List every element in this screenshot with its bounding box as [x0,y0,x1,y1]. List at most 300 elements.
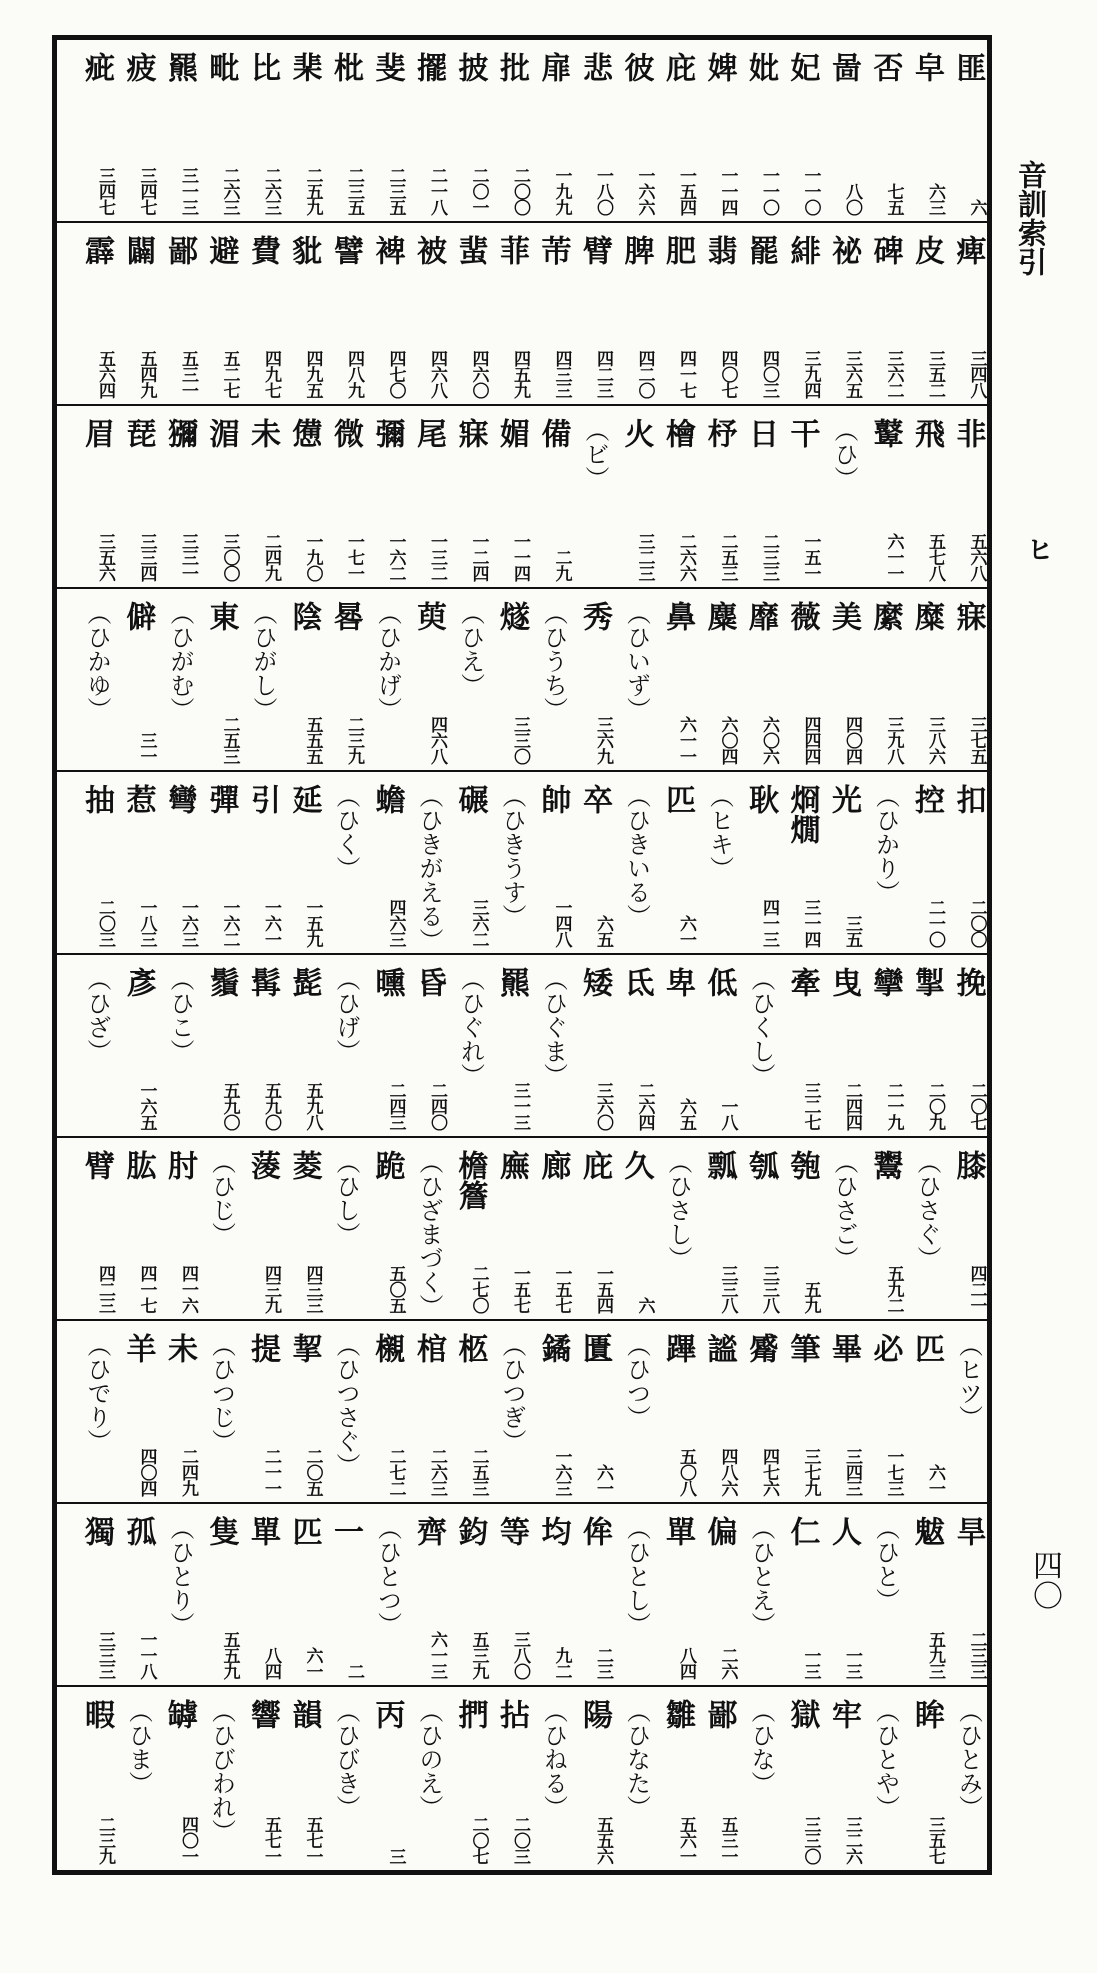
reading-label: （ひえ） [456,601,485,697]
entry-page-number: 四八九 [344,350,364,398]
entry-character: 氐 [618,967,654,997]
entry-character: 彎 [162,784,197,814]
entry-page-number: 一六六 [634,167,655,215]
entry-character: 扉 [535,52,571,82]
index-entry [66,1504,115,1685]
entry-character: 鄙 [162,235,197,265]
entry-character: 均 [535,1516,571,1546]
entry-character: 寐 [452,418,488,448]
entry-character: 秀 [577,601,612,631]
entry-character: 彼 [618,52,654,82]
entry-page-number: 二〇九 [925,1082,945,1130]
reading-label: （ひきがえる） [415,784,443,952]
entry-character: 肱 [120,1150,156,1180]
entry-page-number: 二〇〇 [510,167,530,215]
entry-character: 畢 [826,1333,861,1363]
entry-page-number: 一一四 [510,533,530,581]
index-entry [647,1504,696,1685]
entry-page-number: 五九 [800,1281,821,1313]
entry-character: 比 [245,52,280,82]
entry-character: 翡 [701,235,737,265]
entry-character: 日 [743,418,778,448]
entry-page-number: 二五三 [468,1448,489,1496]
entry-page-number: 六一一 [676,716,696,764]
entry-page-number: 三四七 [95,167,115,215]
entry-page-number: 五六一 [676,1816,696,1864]
entry-character: 櫬 [369,1333,405,1363]
entry-page-number: 五三一 [178,350,198,398]
entry-character: 曛 [369,967,405,997]
entry-page-number: 三三四 [136,533,157,581]
entry-page-number: 四八六 [717,1448,738,1496]
entry-character: 獄 [784,1699,820,1729]
reading-label: （ひとし） [622,1516,651,1636]
entry-character: 僻 [120,601,156,631]
index-entry [66,772,115,953]
entry-character: 齊 [411,1516,446,1546]
entry-page-number: 二四九 [261,533,281,581]
entry-character: 被 [411,235,446,265]
entry-page-number: 二一一 [261,1448,281,1496]
entry-page-number: 二〇一 [468,167,489,215]
entry-character: 響 [245,1699,280,1729]
entry-character: 鼙 [867,418,903,448]
entry-page-number: 五九〇 [261,1082,281,1130]
entry-page-number: 五七八 [925,533,945,581]
entry-character: 彈 [203,784,239,814]
entry-page-number: 二七二 [385,1448,406,1496]
entry-page-number: 三九四 [800,350,821,398]
entry-character: 廊 [535,1150,571,1180]
entry-character: 匹 [286,1516,322,1546]
index-entry [772,955,821,1136]
entry-character: 等 [494,1516,529,1546]
entry-character: 擺 [411,52,446,82]
entry-character: 疲 [120,52,156,82]
reading-label: （ひつじ） [207,1333,236,1453]
entry-page-number: 六五 [676,1098,696,1130]
reading-label: （ひぐれ） [456,967,485,1087]
entry-page-number: 六一一 [883,533,904,581]
index-entry [398,1504,447,1685]
entry-character: 牽 [784,967,820,997]
entry-page-number: 二四三 [385,1082,406,1130]
entry-character: 肥 [660,235,695,265]
index-entry [274,589,323,770]
entry-page-number: 八四 [676,1647,696,1679]
entry-page-number: 一一四 [717,167,738,215]
entry-character: 一 [328,1516,363,1546]
entry-page-number: 四〇一 [178,1816,198,1864]
entry-page-number: 一八〇 [593,167,613,215]
entry-page-number: 三五六 [95,533,115,581]
entry-character: 罷 [743,235,778,265]
index-entry [440,772,489,953]
reading-label: （ビ） [581,418,609,490]
entry-page-number: 二六三 [427,1448,447,1496]
entry-character: 妃 [784,52,820,82]
entry-page-number: 六五 [593,915,613,947]
entry-page-number: 二 [344,1663,364,1679]
reading-heading [66,589,112,770]
entry-page-number: 三九八 [883,716,904,764]
index-entry [357,1138,406,1319]
entry-character: 牢 [826,1699,861,1729]
entry-page-number: 一六二 [219,899,240,947]
entry-character: 廡 [494,1150,529,1180]
entry-page-number: 六 [634,1297,655,1313]
entry-page-number: 五九三 [925,1631,945,1679]
entry-page-number: 六一 [302,1647,323,1679]
entry-page-number: 一七一 [344,533,364,581]
entry-page-number: 四一七 [136,1265,157,1313]
entry-page-number: 一一〇 [800,167,821,215]
reading-label: （ひかげ） [373,601,402,721]
entry-page-number: 四一三 [759,899,779,947]
entry-page-number: 五七一 [302,1816,323,1864]
entry-character: 彌 [369,418,405,448]
index-band [57,589,987,772]
index-entry [66,40,115,221]
entry-character: 啚 [826,52,861,82]
reading-label: （ヒツ） [954,1333,983,1429]
entry-character: 碾 [452,784,488,814]
index-entry [398,589,447,770]
reading-label: （ひとえ） [747,1516,775,1636]
entry-page-number: 二五三 [219,716,240,764]
reading-label: （ひびわれ） [207,1699,236,1843]
index-entry [440,1138,489,1319]
entry-character: 杼 [701,418,737,448]
entry-page-number: 三三八 [759,1265,779,1313]
section-kana: ヒ [1026,536,1053,566]
entry-page-number: 五三一 [717,1816,738,1864]
entry-character: 陰 [286,601,322,631]
entry-page-number: 三四三 [842,1448,862,1496]
entry-character: 祕 [826,235,861,265]
entry-character: 痺 [950,235,986,265]
entry-character: 匱 [577,1333,612,1363]
entry-character: 檜 [660,418,695,448]
entry-page-number: 五九〇 [219,1082,240,1130]
entry-character: 棐 [286,52,322,82]
entry-page-number: 四一七 [676,350,696,398]
entry-character: 必 [867,1333,903,1363]
entry-character: 寐 [950,601,986,631]
index-entry [772,1687,821,1870]
entry-page-number: 四六八 [427,350,447,398]
index-entry [357,1321,406,1502]
entry-character: 飛 [909,418,944,448]
entry-character: 肘 [162,1150,197,1180]
entry-character: 蜚 [452,235,488,265]
entry-character: 蟾 [369,784,405,814]
reading-label: （ひざまづく） [415,1150,443,1318]
entry-character: 曳 [826,967,861,997]
entry-page-number: 五六四 [95,350,115,398]
index-entry [855,1138,904,1319]
entry-character: 緋 [784,235,820,265]
entry-page-number: 四七六 [759,1448,779,1496]
index-entry [896,1687,945,1870]
entry-character: 羆 [494,967,529,997]
reading-heading [66,1321,112,1502]
index-entry [523,772,572,953]
entry-page-number: 三 [385,1848,406,1864]
index-band [57,955,987,1138]
reading-heading [66,955,112,1136]
entry-page-number: 二〇〇 [966,899,987,947]
reading-label: （ひとみ） [954,1699,983,1819]
entry-character: 攣 [867,967,903,997]
entry-page-number: 二〇七 [966,1082,987,1130]
index-entry [191,589,240,770]
entry-page-number: 二〇七 [468,1816,489,1864]
entry-character: 譬 [328,235,363,265]
index-band [57,1687,987,1870]
entry-page-number: 二三三 [759,533,779,581]
entry-page-number: 五〇八 [676,1448,696,1496]
reading-label: （ひいず） [622,601,651,721]
entry-character: 東 [203,601,239,631]
entry-character: 否 [867,52,903,82]
reading-label: （ひぐま） [539,967,568,1087]
reading-label: （ひがし） [249,601,277,721]
entry-page-number: 一一〇 [759,167,779,215]
entry-character: 萸 [411,601,446,631]
entry-page-number: 二六六 [676,533,696,581]
index-entry [66,406,115,587]
index-band [57,40,987,223]
reading-label: （ヒキ） [705,784,734,880]
entry-page-number: 三八六 [925,716,945,764]
index-band [57,223,987,406]
entry-character: 提 [245,1333,280,1363]
entry-character: 婢 [701,52,737,82]
entry-character: 媚 [494,418,529,448]
entry-character: 旱 [950,1516,986,1546]
entry-page-number: 五五五 [302,716,323,764]
index-entry [149,1687,198,1870]
entry-page-number: 九二 [551,1647,572,1679]
index-entry [647,589,696,770]
entry-character: 單 [660,1516,695,1546]
reading-label: （ひがむ） [166,601,194,721]
entry-character: 雛 [660,1699,695,1729]
entry-page-number: 二六三 [261,167,281,215]
entry-page-number: 四一六 [178,1265,198,1313]
entry-character: 烱燗 [784,784,820,844]
entry-page-number: 一九〇 [302,533,323,581]
entry-page-number: 七五 [883,183,904,215]
entry-character: 羊 [120,1333,156,1363]
entry-page-number: 四〇四 [136,1448,157,1496]
entry-page-number: 六 [966,199,987,215]
entry-page-number: 三五二 [925,350,945,398]
reading-label: （ひさご） [830,1150,858,1270]
reading-label: （ひざ） [83,967,111,1063]
reading-label: （ひく） [332,784,360,880]
entry-character: 悲 [577,52,612,82]
entry-character: 暇 [79,1699,114,1729]
reading-label: （ひなた） [622,1699,651,1819]
entry-character: 庇 [577,1150,612,1180]
entry-page-number: 三〇〇 [219,533,240,581]
entry-character: 丙 [369,1699,405,1729]
entry-page-number: 二三九 [95,1816,115,1864]
entry-character: 謐 [701,1333,737,1363]
entry-character: 觱 [743,1333,778,1363]
index-entry [232,1138,281,1319]
reading-label: （ひじ） [207,1150,236,1246]
entry-page-number: 三三八 [717,1265,738,1313]
entry-page-number: 二三五 [385,167,406,215]
entry-page-number: 一九九 [551,167,572,215]
entry-character: 扣 [950,784,986,814]
reading-label: （ひこ） [166,967,194,1063]
entry-character: 獼 [162,418,197,448]
entry-page-number: 三二六 [842,1816,862,1864]
entry-character: 霹 [79,235,114,265]
entry-page-number: 一三 [842,1647,862,1679]
entry-character: 昏 [411,967,446,997]
reading-label: （ひげ） [332,967,360,1063]
index-entry [730,772,779,953]
entry-page-number: 三六二 [883,350,904,398]
entry-page-number: 二〇三 [510,1816,530,1864]
entry-page-number: 三六九 [593,716,613,764]
entry-character: 挽 [950,967,986,997]
entry-character: 靡 [743,601,778,631]
entry-character: 鈞 [452,1516,488,1546]
reading-label: （ひかゆ） [83,601,111,721]
entry-page-number: 三六〇 [593,1082,613,1130]
entry-page-number: 一三二 [427,533,447,581]
entry-character: 糜 [909,601,944,631]
entry-page-number: 二一九 [883,1082,904,1130]
entry-page-number: 八〇 [842,183,862,215]
entry-character: 蔆 [245,1150,280,1180]
entry-character: 髯 [245,967,280,997]
entry-character: 鼻 [660,601,695,631]
entry-character: 薇 [784,601,820,631]
entry-character: 侔 [577,1516,612,1546]
entry-page-number: 三三三 [95,1631,115,1679]
entry-page-number: 五九八 [302,1082,323,1130]
entry-page-number: 二三 [593,1647,613,1679]
index-band [57,772,987,955]
entry-page-number: 四四四 [800,716,821,764]
entry-page-number: 三一三 [178,167,198,215]
entry-character: 人 [826,1516,861,1546]
entry-character: 偏 [701,1516,737,1546]
entry-page-number: 四二三 [593,350,613,398]
entry-page-number: 一五七 [510,1265,530,1313]
entry-page-number: 五五六 [593,1816,613,1864]
entry-character: 縻 [867,601,903,631]
reading-label: （ひさぐ） [913,1150,941,1270]
entry-page-number: 四九五 [302,350,323,398]
entry-character: 膝 [950,1150,986,1180]
entry-character: 韻 [286,1699,322,1729]
entry-character: 髭 [286,967,322,997]
entry-character: 披 [452,52,488,82]
entry-character: 菱 [286,1150,322,1180]
entry-page-number: 三七九 [800,1448,821,1496]
entry-page-number: 四三九 [261,1265,281,1313]
entry-page-number: 三六五 [842,350,862,398]
entry-page-number: 一五九 [302,899,323,947]
index-title: 音訓索引 [1014,160,1048,276]
entry-page-number: 三五 [842,915,862,947]
entry-character: 臂 [79,1150,114,1180]
entry-page-number: 五三九 [468,1631,489,1679]
entry-character: 毗 [203,52,239,82]
entry-page-number: 一六一 [261,899,281,947]
entry-character: 柩 [452,1333,488,1363]
entry-character: 耿 [743,784,778,814]
entry-page-number: 一六二 [385,533,406,581]
index-entry [938,1138,987,1319]
entry-character: 湄 [203,418,239,448]
entry-character: 非 [950,418,986,448]
entry-page-number: 一三 [800,1647,821,1679]
entry-character: 罅 [162,1699,197,1729]
entry-character: 美 [826,601,861,631]
entry-character: 筆 [784,1333,820,1363]
entry-character: 隻 [203,1516,239,1546]
entry-character: 臂 [577,235,612,265]
entry-character: 棺 [411,1333,446,1363]
entry-page-number: 二四四 [842,1082,862,1130]
entry-page-number: 五五九 [219,1631,240,1679]
page-header-sidebar [1014,160,1062,1960]
entry-character: 未 [245,418,280,448]
entry-character: 未 [162,1333,197,1363]
entry-page-number: 五〇五 [385,1265,406,1313]
reading-label: （ひつぎ） [498,1333,526,1453]
entry-character: 枇 [328,52,363,82]
reading-label: （ひとつ） [373,1516,402,1636]
index-entry [481,955,530,1136]
entry-character: 匏 [784,1150,820,1180]
entry-character: 皁 [909,52,944,82]
index-entry [66,223,115,404]
entry-character: 碑 [867,235,903,265]
index-table-frame [52,35,992,1875]
entry-character: 單 [245,1516,280,1546]
entry-page-number: 四七〇 [385,350,406,398]
reading-label: （ひとり） [166,1516,194,1636]
entry-character: 匪 [950,52,986,82]
entry-character: 鬚 [203,967,239,997]
reading-label: （ひし） [332,1150,360,1246]
entry-character: 皮 [909,235,944,265]
index-entry [108,955,157,1136]
entry-page-number: 三六二 [468,899,489,947]
index-entry [896,772,945,953]
entry-character: 裨 [369,235,405,265]
reading-label: （ひつさぐ） [332,1333,360,1477]
entry-page-number: 一六三 [551,1448,572,1496]
entry-character: 瓢 [701,1150,737,1180]
index-entry [357,1687,406,1870]
entry-character: 鐍 [535,1333,571,1363]
entry-page-number: 三三一 [178,533,198,581]
entry-character: 檐簷 [452,1150,488,1210]
entry-page-number: 一五一 [800,533,821,581]
reading-label: （ひと） [871,1516,900,1612]
